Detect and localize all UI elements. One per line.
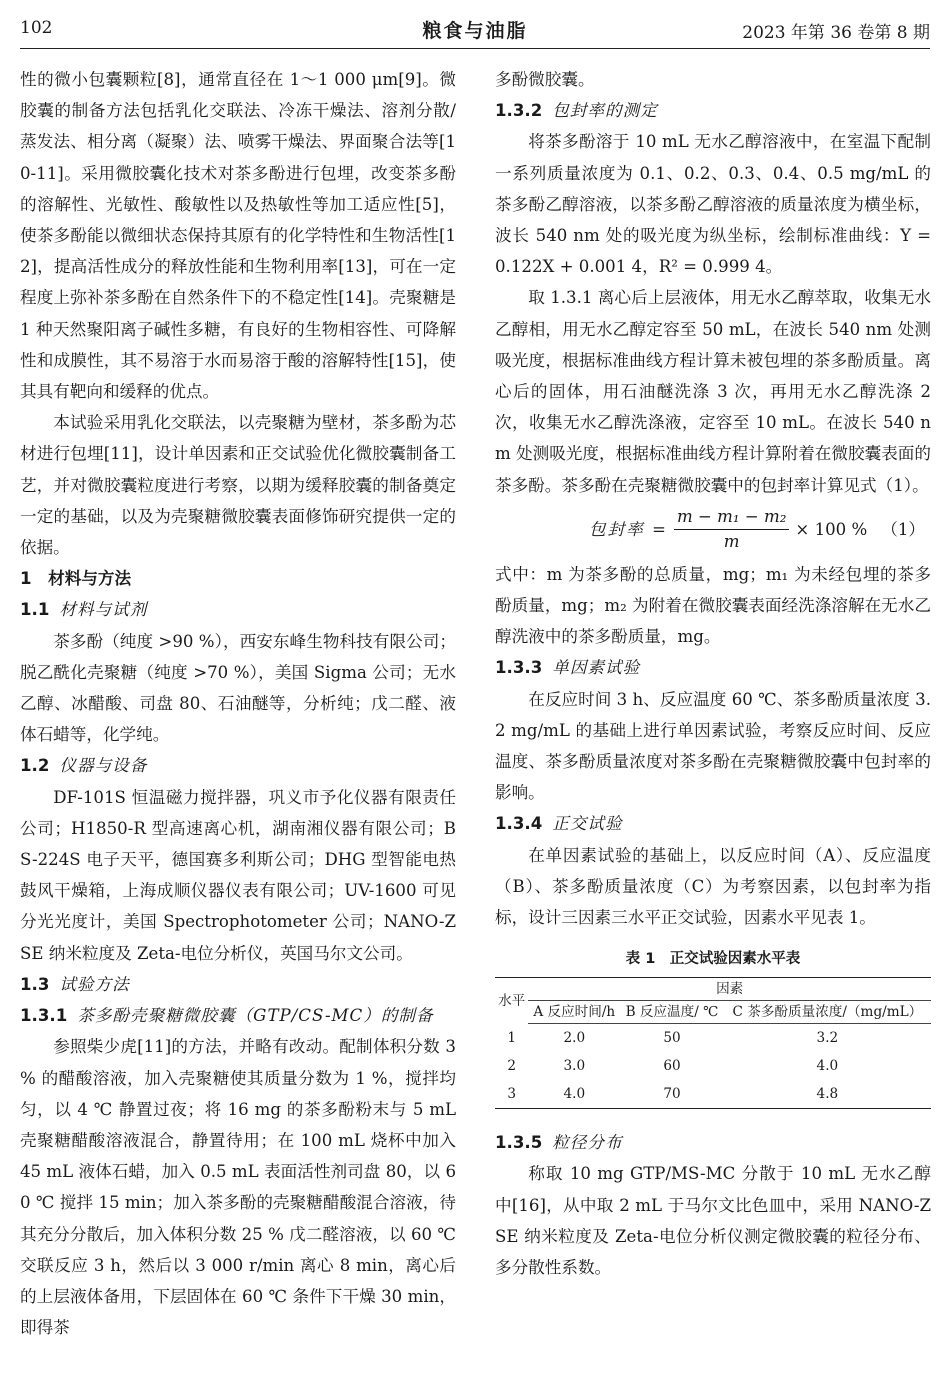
table-caption: 表 1 正交试验因素水平表 (625, 951, 801, 968)
equation-label: 包封率 = (589, 520, 668, 540)
preparation-paragraph: 参照柴少虎[11]的方法，并略有改动。配制体积分数 3 % 的醋酸溶液，加入壳聚糖使其质量分数为 1 %，搅拌均匀，以 4 ℃ 静置过夜；将 16 mg 的茶多酚粉末与 5 mL 壳聚糖醋酸溶液混合，静置待用；在 100 mL 烧杯中加入 45 mL 液体石蜡，加入 0.5 mL 表面活性剂司盘 80，以 60 ℃ 搅拌 15 min；加入茶多酚的壳聚糖醋酸混合溶液，待其充分分散后，加入体积分数 25 % 戊二醛溶液，以 60 ℃ 交联反应 3 h，然后以 3 000 r/min 离心 8 min，离心后的上层液体备用，下层固体在 60 ℃ 条件下干燥 30 min，即得茶 (20, 1037, 456, 1338)
encapsulation-procedure-paragraph: 取 1.3.1 离心后上层液体，用无水乙醇萃取，收集无水乙醇相，用无水乙醇定容至 50 mL，在波长 540 nm 处测吸光度，根据标准曲线方程计算未被包埋的茶多酚质量。离心后的固体，用石油醚洗涤 3 次，再用无水乙醇洗涤 2 次，收集无水乙醇洗涤液，定容至 10 mL。在波长 540 nm 处测吸光度，根据标准曲线方程计算附着在微胶囊表面的茶多酚。茶多酚在壳聚糖微胶囊中的包封率计算见式（1）。 (495, 288, 931, 495)
instruments-paragraph: DF-101S 恒温磁力搅拌器，巩义市予化仪器有限责任公司；H1850-R 型高速离心机，湖南湘仪器有限公司；BS-224S 电子天平，德国赛多利斯公司；DHG 型智能电热鼓风干燥箱，上海成顺仪器仪表有限公司；UV-1600 可见分光光度计，美国 Spectrophotometer 公司；NANO-ZSE 纳米粒度及 Zeta-电位分析仪，英国马尔文公司。 (20, 787, 456, 963)
right-column (495, 64, 931, 1283)
issue-info: 2023 年第 36 卷第 8 期 (742, 23, 930, 43)
particle-size-paragraph: 称取 10 mg GTP/MS-MC 分散于 10 mL 无水乙醇中[16]，从中取 2 mL 于马尔文比色皿中，采用 NANO-ZSE 纳米粒度及 Zeta-电位分析仪测定微胶囊的粒径分布、多分散性系数。 (495, 1164, 931, 1278)
table-row: 1 2.0 50 3.2 (507, 1030, 839, 1047)
equation-suffix: × 100 % (795, 520, 868, 540)
table-header-level: 水平 (498, 993, 526, 1010)
table-header-a: A 反应时间/h (528, 1001, 620, 1024)
table-row: 3 4.0 70 4.8 (507, 1086, 839, 1103)
table-header-c: C 茶多酚质量浓度/（mg/mL） (724, 1001, 931, 1024)
factor-level-table (495, 977, 931, 1109)
subsubsection-heading-single-factor: 1.3.3 单因素试验 (495, 658, 641, 678)
table-header-b: B 反应温度/ ℃ (620, 1001, 724, 1024)
subsubsection-heading-preparation: 1.3.1 茶多酚壳聚糖微胶囊（GTP/CS-MC）的制备 (20, 1006, 434, 1026)
intro-paragraph-cont: 性的微小包囊颗粒[8]，通常直径在 1～1 000 μm[9]。微胶囊的制备方法包括乳化交联法、冷冻干燥法、溶剂分散/蒸发法、相分离（凝聚）法、喷雾干燥法、界面聚合法等[10-11]。采用微胶囊化技术对茶多酚进行包埋，改变茶多酚的溶解性、光敏性、酸敏性以及热敏性等加工适应性[5]，使茶多酚能以微细状态保持其原有的化学特性和生物活性[12]，提高活性成分的释放性能和生物利用率[13]，可在一定程度上弥补茶多酚在自然条件下的不稳定性[14]。壳聚糖是 1 种天然聚阳离子碱性多糖，有良好的生物相容性、可降解性和成膜性，其不易溶于水而易溶于酸的溶解特性[15]，使其具有靶向和缓释的优点。 (20, 70, 456, 402)
preparation-paragraph-cont: 多酚微胶囊。 (495, 70, 595, 89)
subsection-heading-materials: 1.1 材料与试剂 (20, 600, 148, 620)
equation-fraction (674, 505, 789, 554)
subsubsection-heading-encapsulation: 1.3.2 包封率的测定 (495, 101, 658, 121)
equation-encapsulation-rate (495, 501, 931, 559)
aim-paragraph: 本试验采用乳化交联法，以壳聚糖为壁材，茶多酚为芯材进行包埋[11]，设计单因素和正交试验优化微胶囊制备工艺，并对微胶囊粒度进行考察，以期为缓释胶囊的制备奠定一定的基础，以及为壳聚糖微胶囊表面修饰研究提供一定的依据。 (20, 413, 456, 558)
single-factor-paragraph: 在反应时间 3 h、反应温度 60 ℃、茶多酚质量浓度 3.2 mg/mL 的基础上进行单因素试验，考察反应时间、反应温度、茶多酚质量浓度对茶多酚在壳聚糖微胶囊中包封率的影响。 (495, 689, 931, 803)
standard-curve-paragraph: 将茶多酚溶于 10 mL 无水乙醇溶液中，在室温下配制一系列质量浓度为 0.1、0.2、0.3、0.4、0.5 mg/mL 的茶多酚乙醇溶液，以茶多酚乙醇溶液的质量浓度为横坐标，波长 540 nm 处的吸光度为纵坐标，绘制标准曲线：Y = 0.122X + 0.001 4，R² = 0.999 4。 (495, 132, 931, 277)
equation-numerator: m − m₁ − m₂ (674, 505, 789, 530)
page-header (20, 14, 930, 49)
equation-number: （1） (881, 520, 925, 540)
table-row: 2 3.0 60 4.0 (507, 1058, 839, 1075)
journal-title: 粮食与油脂 (422, 20, 528, 42)
left-column (20, 64, 456, 1343)
subsubsection-heading-orthogonal: 1.3.4 正交试验 (495, 814, 623, 834)
equation-denominator: m (723, 532, 740, 552)
table-header-factor: 因素 (528, 978, 931, 1001)
materials-paragraph: 茶多酚（纯度 >90 %），西安东峰生物科技有限公司；脱乙酰化壳聚糖（纯度 >70 %），美国 Sigma 公司；无水乙醇、冰醋酸、司盘 80、石油醚等，分析纯；戊二醛、液体石蜡等，化学纯。 (20, 631, 456, 745)
page-number: 102 (20, 18, 53, 38)
subsubsection-heading-particle-size: 1.3.5 粒径分布 (495, 1133, 623, 1153)
subsection-heading-instruments: 1.2 仪器与设备 (20, 756, 148, 776)
subsection-heading-methods: 1.3 试验方法 (20, 974, 130, 994)
section-heading-materials-methods: 1 材料与方法 (20, 569, 132, 589)
orthogonal-paragraph: 在单因素试验的基础上，以反应时间（A）、反应温度（B）、茶多酚质量浓度（C）为考察因素，以包封率为指标，设计三因素三水平正交试验，因素水平见表 1。 (495, 845, 931, 928)
equation-explanation-paragraph: 式中：m 为茶多酚的总质量，mg；m₁ 为未经包埋的茶多酚质量，mg；m₂ 为附着在微胶囊表面经洗涤溶解在无水乙醇洗液中的茶多酚质量，mg。 (495, 564, 931, 647)
